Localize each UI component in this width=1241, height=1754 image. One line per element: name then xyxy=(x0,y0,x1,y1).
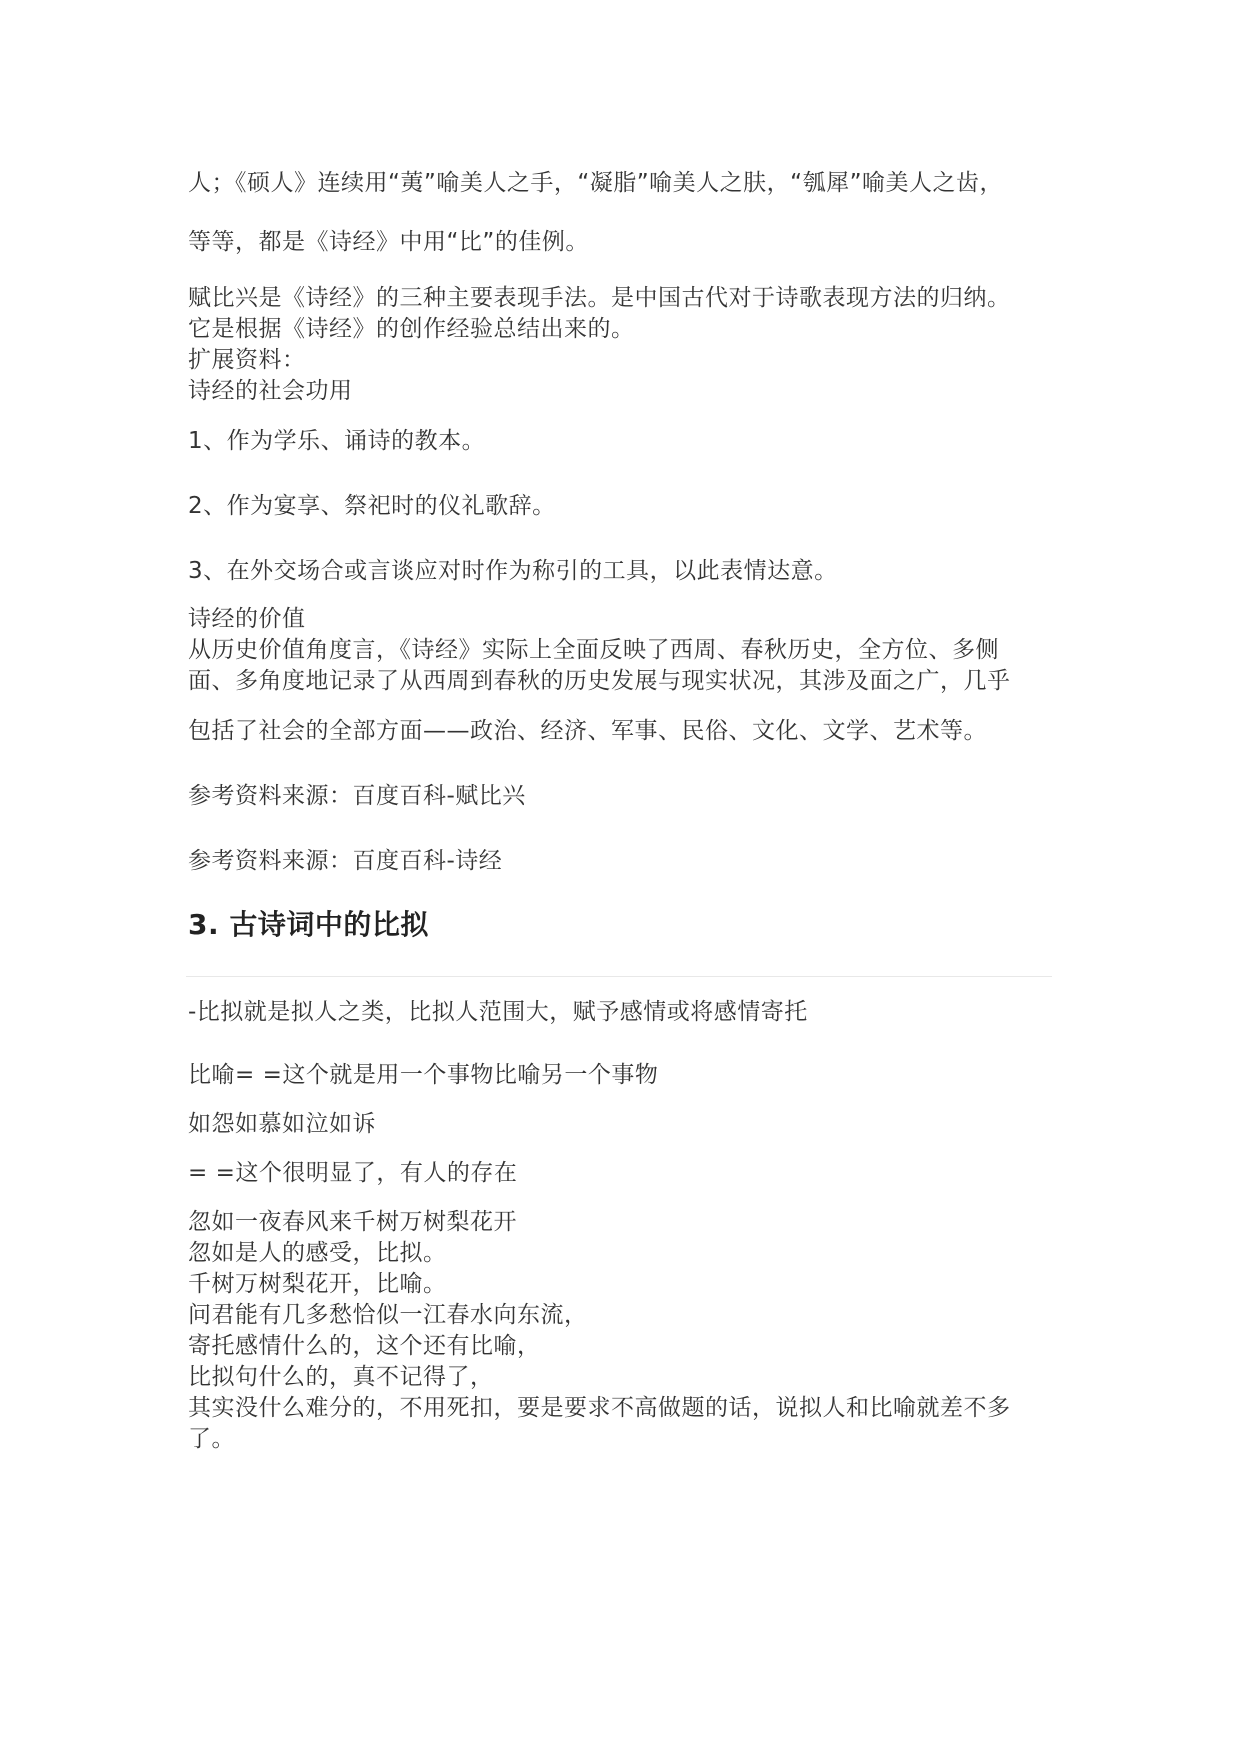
list-item: 1、作为学乐、诵诗的教本。 xyxy=(188,428,486,454)
reference-source: 参考资料来源：百度百科-诗经 xyxy=(188,848,503,874)
section-divider xyxy=(186,976,1052,977)
answer-line: 了。 xyxy=(188,1426,235,1452)
paragraph-line: 它是根据《诗经》的创作经验总结出来的。 xyxy=(188,316,635,342)
answer-line: 比喻= =这个就是用一个事物比喻另一个事物 xyxy=(188,1062,659,1088)
answer-line: -比拟就是拟人之类，比拟人范围大，赋予感情或将感情寄托 xyxy=(188,999,808,1025)
section-heading: 3. 古诗词中的比拟 xyxy=(188,908,429,941)
paragraph-line: 诗经的价值 xyxy=(188,606,306,632)
paragraph-line: 等等，都是《诗经》中用“比”的佳例。 xyxy=(188,229,589,255)
list-item: 2、作为宴享、祭祀时的仪礼歌辞。 xyxy=(188,493,556,519)
paragraph-line: 诗经的社会功用 xyxy=(188,378,353,404)
paragraph-line: 人；《硕人》连续用“荑”喻美人之手，“凝脂”喻美人之肤，“瓠犀”喻美人之齿， xyxy=(188,170,1003,196)
answer-line: 其实没什么难分的，不用死扣，要是要求不高做题的话，说拟人和比喻就差不多 xyxy=(188,1395,1011,1421)
paragraph-line: 扩展资料： xyxy=(188,347,306,373)
list-item: 3、在外交场合或言谈应对时作为称引的工具，以此表情达意。 xyxy=(188,558,838,584)
reference-source: 参考资料来源：百度百科-赋比兴 xyxy=(188,783,526,809)
answer-line: 比拟句什么的，真不记得了， xyxy=(188,1364,494,1390)
paragraph-line: 从历史价值角度言，《诗经》实际上全面反映了西周、春秋历史，全方位、多侧 xyxy=(188,637,999,663)
answer-line: 寄托感情什么的，这个还有比喻， xyxy=(188,1333,541,1359)
paragraph-line: 面、多角度地记录了从西周到春秋的历史发展与现实状况，其涉及面之广，几乎 xyxy=(188,668,1011,694)
answer-line: 问君能有几多愁恰似一江春水向东流， xyxy=(188,1302,588,1328)
answer-line: 忽如是人的感受，比拟。 xyxy=(188,1240,447,1266)
paragraph-line: 包括了社会的全部方面——政治、经济、军事、民俗、文化、文学、艺术等。 xyxy=(188,718,987,744)
paragraph-line: 赋比兴是《诗经》的三种主要表现手法。是中国古代对于诗歌表现方法的归纳。 xyxy=(188,285,1011,311)
answer-line: 千树万树梨花开，比喻。 xyxy=(188,1271,447,1297)
answer-line: = =这个很明显了，有人的存在 xyxy=(188,1160,518,1186)
answer-line: 如怨如慕如泣如诉 xyxy=(188,1111,376,1137)
answer-line: 忽如一夜春风来千树万树梨花开 xyxy=(188,1209,517,1235)
